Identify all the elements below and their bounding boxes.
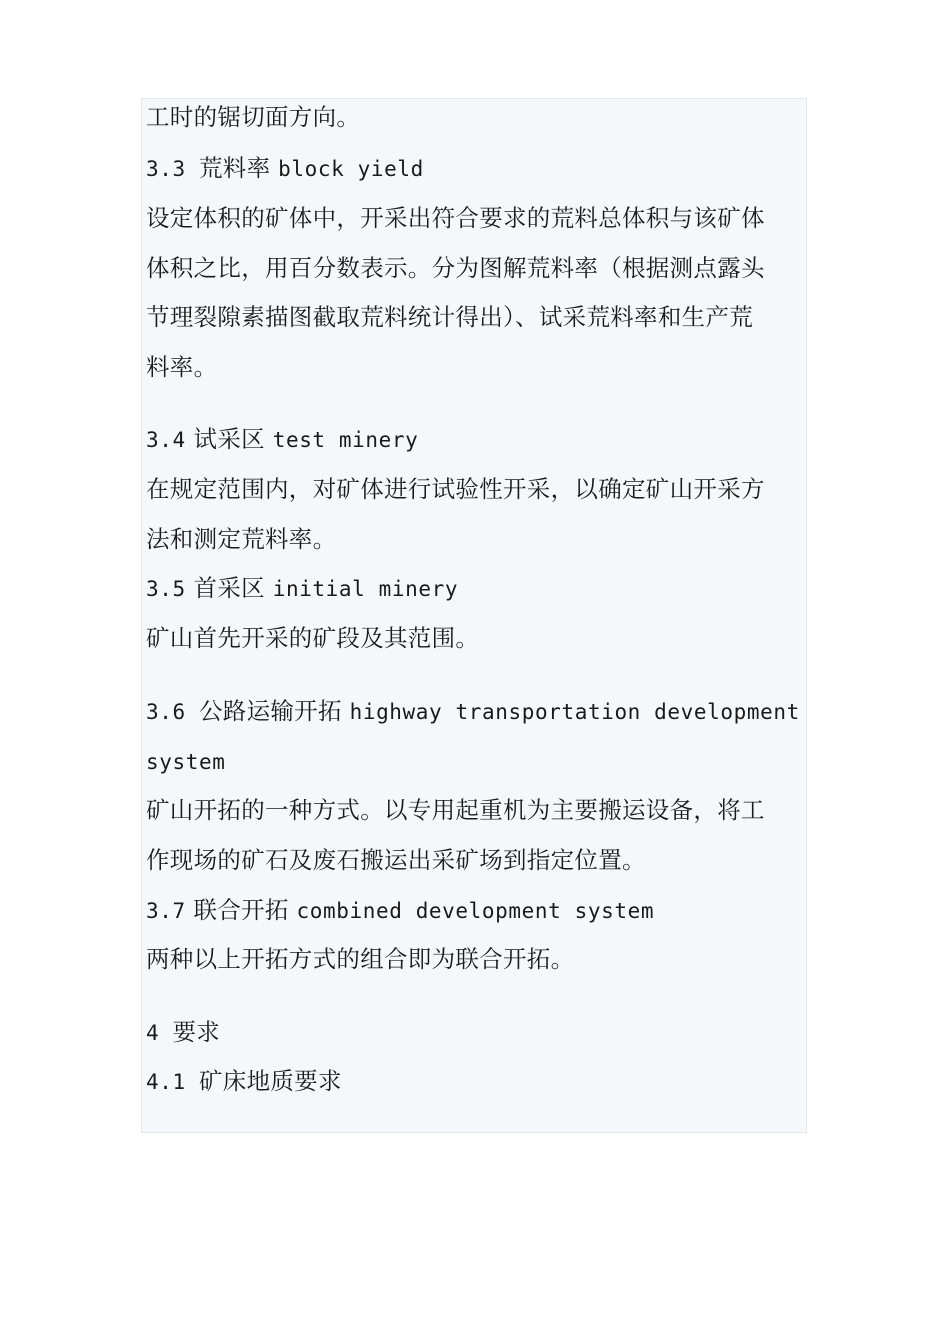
paragraph-text: 矿山开拓的一种方式。以专用起重机为主要搬运设备，将工 xyxy=(146,796,765,824)
section-title-zh: 公路运输开拓 xyxy=(198,697,342,725)
section-heading-3-5 xyxy=(146,573,808,604)
paragraph-line xyxy=(146,352,808,382)
paragraph-line xyxy=(146,795,808,825)
section-title-zh: 联合开拓 xyxy=(193,896,289,924)
paragraph-line xyxy=(146,944,808,974)
section-title-zh: 矿床地质要求 xyxy=(198,1067,342,1095)
paragraph-line xyxy=(146,845,808,875)
paragraph-text: 体积之比，用百分数表示。分为图解荒料率（根据测点露头 xyxy=(146,254,765,282)
section-number: 3.3 xyxy=(146,157,199,181)
paragraph-line xyxy=(146,623,808,653)
paragraph-text: 法和测定荒料率。 xyxy=(146,525,337,553)
paragraph-line xyxy=(146,302,808,332)
section-title-en: highway transportation development xyxy=(349,700,800,724)
section-title-zh: 试采区 xyxy=(193,425,265,453)
paragraph-line xyxy=(146,253,808,283)
section-title-en: combined development system xyxy=(296,899,655,923)
section-title-en: system xyxy=(146,750,226,774)
section-number: 4.1 xyxy=(146,1070,199,1094)
section-title-en: test minery xyxy=(272,428,419,452)
paragraph-line xyxy=(146,524,808,554)
section-heading-3-6 xyxy=(146,696,808,727)
paragraph-text: 作现场的矿石及废石搬运出采矿场到指定位置。 xyxy=(146,846,646,874)
section-heading-3-7 xyxy=(146,895,808,926)
section-heading-3-6-continued xyxy=(146,746,808,777)
paragraph-text: 料率。 xyxy=(146,353,218,381)
document-content-panel xyxy=(141,98,807,1133)
section-title-en: initial minery xyxy=(272,577,459,601)
paragraph-text: 工时的锯切面方向。 xyxy=(146,103,361,131)
section-heading-4 xyxy=(146,1017,808,1048)
section-number: 4 xyxy=(146,1021,173,1045)
section-number: 3.6 xyxy=(146,700,199,724)
section-title-zh: 要求 xyxy=(172,1018,221,1046)
section-title-zh: 首采区 xyxy=(193,574,265,602)
paragraph-line xyxy=(146,203,808,233)
section-number: 3.4 xyxy=(146,428,186,452)
paragraph-text: 设定体积的矿体中，开采出符合要求的荒料总体积与该矿体 xyxy=(146,204,765,232)
section-title-zh: 荒料率 xyxy=(198,154,271,182)
paragraph-line xyxy=(146,102,808,132)
paragraph-text: 两种以上开拓方式的组合即为联合开拓。 xyxy=(146,945,575,973)
section-heading-3-4 xyxy=(146,424,808,455)
section-heading-3-3 xyxy=(146,153,808,184)
paragraph-line xyxy=(146,474,808,504)
paragraph-text: 在规定范围内，对矿体进行试验性开采，以确定矿山开采方 xyxy=(146,475,765,503)
paragraph-text: 矿山首先开采的矿段及其范围。 xyxy=(146,624,480,652)
section-heading-4-1 xyxy=(146,1066,808,1097)
section-number: 3.5 xyxy=(146,577,186,601)
paragraph-text: 节理裂隙素描图截取荒料统计得出）、试采荒料率和生产荒 xyxy=(146,303,754,331)
section-number: 3.7 xyxy=(146,899,186,923)
section-title-en: block yield xyxy=(278,157,424,181)
